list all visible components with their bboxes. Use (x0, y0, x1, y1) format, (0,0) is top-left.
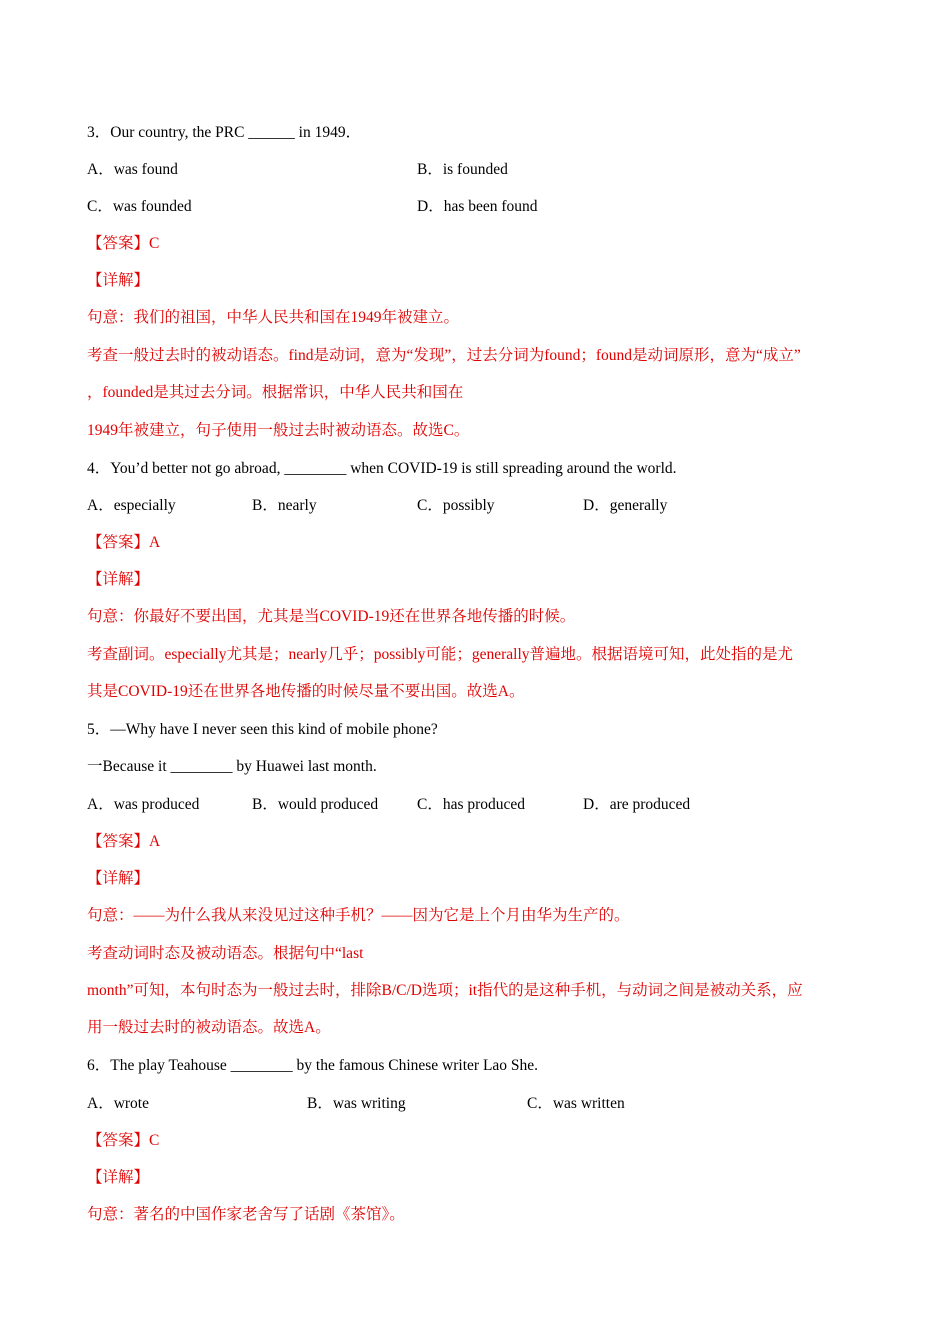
question-6-answer: 【答案】C (87, 1132, 160, 1149)
question-3-detail-label: 【详解】 (87, 272, 150, 289)
question-5-stem: 5．—Why have I never seen this kind of mobile phone? (87, 721, 438, 738)
question-5-explanation-line: month”可知，本句时态为一般过去时，排除B/C/D选项；it指代的是这种手机，与动词之间是被动关系，应 (87, 982, 803, 999)
question-3-stem: 3．Our country, the PRC ______ in 1949． (87, 124, 362, 141)
question-4-option-b[interactable]: B．nearly (252, 497, 317, 514)
question-3-option-a[interactable]: A．was found (87, 161, 178, 178)
question-4-stem: 4．You’d better not go abroad, ________ when COVID-19 is still spreading around the world. (87, 460, 677, 477)
question-3-explanation-line: ，founded是其过去分词。根据常识，中华人民共和国在 (87, 384, 464, 401)
question-3-option-c[interactable]: C．was founded (87, 198, 192, 215)
question-3-explanation-line: 考查一般过去时的被动语态。find是动词，意为“发现”，过去分词为found；found是动词原形，意为“成立” (87, 347, 801, 364)
question-5-stem-continued: 一Because it ________ by Huawei last month. (87, 758, 377, 775)
question-4-explanation-line: 其是COVID-19还在世界各地传播的时候尽量不要出国。故选A。 (87, 683, 525, 700)
question-5-option-c[interactable]: C．has produced (417, 796, 526, 813)
question-6-option-c[interactable]: C．was written (527, 1095, 625, 1112)
question-4-detail-label: 【详解】 (87, 571, 150, 588)
question-3-explanation-line: 句意：我们的祖国，中华人民共和国在1949年被建立。 (87, 309, 460, 326)
question-3-option-b[interactable]: B．is founded (417, 161, 508, 178)
question-4-explanation-line: 句意：你最好不要出国，尤其是当COVID-19还在世界各地传播的时候。 (87, 608, 576, 625)
question-3-explanation-line: 1949年被建立，句子使用一般过去时被动语态。故选C。 (87, 422, 470, 439)
question-6-option-a[interactable]: A．wrote (87, 1095, 149, 1112)
question-5-detail-label: 【详解】 (87, 870, 150, 887)
question-5-explanation-line: 考查动词时态及被动语态。根据句中“last (87, 945, 364, 962)
question-5-explanation-line: 句意：——为什么我从来没见过这种手机？——因为它是上个月由华为生产的。 (87, 907, 630, 924)
question-3-answer: 【答案】C (87, 235, 160, 252)
question-3-option-d[interactable]: D．has been found (417, 198, 538, 215)
question-6-stem: 6．The play Teahouse ________ by the famous Chinese writer Lao She. (87, 1057, 539, 1074)
question-5-answer: 【答案】A (87, 833, 161, 850)
question-5-option-b[interactable]: B．would produced (252, 796, 379, 813)
question-4-answer: 【答案】A (87, 534, 161, 551)
question-6-explanation-line: 句意：著名的中国作家老舍写了话剧《茶馆》。 (87, 1206, 405, 1223)
question-6-option-b[interactable]: B．was writing (307, 1095, 406, 1112)
question-4-explanation-line: 考查副词。especially尤其是；nearly几乎；possibly可能；generally普遍地。根据语境可知，此处指的是尤 (87, 646, 794, 663)
question-6-detail-label: 【详解】 (87, 1169, 150, 1186)
question-5-option-d[interactable]: D．are produced (583, 796, 691, 813)
question-5-option-a[interactable]: A．was produced (87, 796, 200, 813)
question-5-explanation-line: 用一般过去时的被动语态。故选A。 (87, 1019, 331, 1036)
question-4-option-c[interactable]: C．possibly (417, 497, 495, 514)
question-4-option-a[interactable]: A．especially (87, 497, 176, 514)
question-4-option-d[interactable]: D．generally (583, 497, 668, 514)
